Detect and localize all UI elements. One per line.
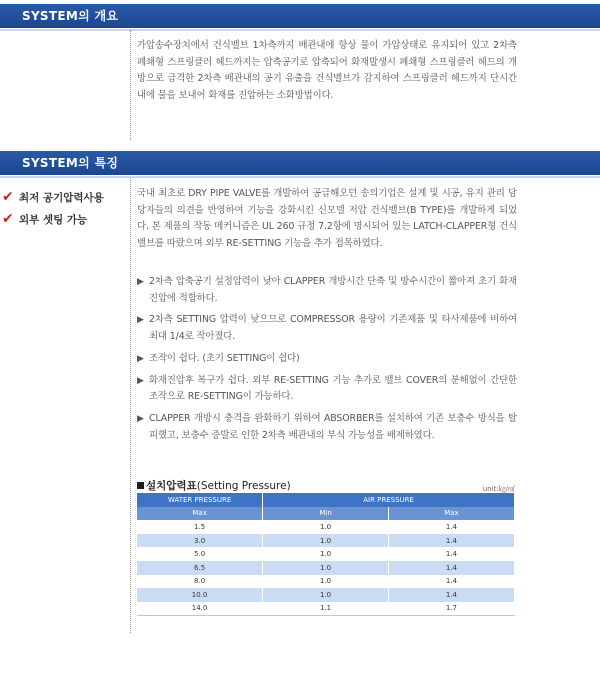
dotted-divider xyxy=(130,178,131,633)
overview-paragraph: 가압송수장치에서 건식밸브 1차측까지 배관내에 항상 물이 가압상태로 유지되어 있고 2차측 폐쇄형 스프링클러 헤드까지는 압축공기로 압축되어 화재발생시 폐쇄형 스프링클러 헤드의 개방으로 급격한 2차측 배관내의 공기 유출을 건식밸브가 감지하여 스프링클러 헤드까지 단시간 내에 물을 보내어 화재를 진압하는 소화방법이다. xyxy=(137,40,517,102)
feature-bullet-list xyxy=(137,274,517,449)
water-max-cell: 14.0 xyxy=(137,602,263,616)
water-max-cell: 8.0 xyxy=(137,575,263,589)
air-max-cell: 1.4 xyxy=(388,520,514,534)
water-max-cell: 1.5 xyxy=(137,520,263,534)
air-min-cell: 1.0 xyxy=(263,588,389,602)
triangle-bullet-icon: ▶ xyxy=(137,413,144,424)
triangle-bullet-icon: ▶ xyxy=(137,315,144,326)
water-max-cell: 5.0 xyxy=(137,547,263,561)
water-max-cell: 10.0 xyxy=(137,588,263,602)
feature-checklist xyxy=(2,186,104,230)
checkmark-icon: ✔ xyxy=(2,211,14,227)
triangle-bullet-icon: ▶ xyxy=(137,353,144,364)
air-max-cell: 1.4 xyxy=(388,588,514,602)
check-item xyxy=(2,186,104,208)
table-row xyxy=(137,561,515,575)
check-label: 외부 셋팅 가능 xyxy=(19,213,88,226)
dotted-divider xyxy=(130,30,131,140)
bullet-text: 조작이 쉽다. (초기 SETTING이 쉽다) xyxy=(149,352,300,364)
header-water-pressure: WATER PRESSURE xyxy=(137,493,263,507)
air-min-cell: 1.0 xyxy=(263,575,389,589)
triangle-bullet-icon: ▶ xyxy=(137,277,144,287)
header-air-max: Max xyxy=(388,507,514,521)
air-max-cell: 1.4 xyxy=(388,534,514,548)
air-max-cell: 1.4 xyxy=(388,561,514,575)
table-row xyxy=(137,534,515,548)
list-item xyxy=(137,351,517,368)
triangle-bullet-icon: ▶ xyxy=(137,375,144,386)
water-max-cell: 3.0 xyxy=(137,534,263,548)
air-min-cell: 1.1 xyxy=(263,602,389,616)
table-row xyxy=(137,520,515,534)
header-water-max: Max xyxy=(137,507,263,521)
bullet-text: CLAPPER 개방시 충격을 완화하기 위하여 ABSORBER를 설치하여 기존 보충수 방식을 탈피했고, 보충수 증발로 인한 2차측 배관내의 부식 가능성을 배제하였다. xyxy=(149,412,517,441)
air-max-cell: 1.4 xyxy=(388,575,514,589)
table-row xyxy=(137,575,515,589)
air-min-cell: 1.0 xyxy=(263,561,389,575)
water-max-cell: 6.5 xyxy=(137,561,263,575)
table-row xyxy=(137,602,515,616)
air-max-cell: 1.4 xyxy=(388,547,514,561)
check-item xyxy=(2,208,104,230)
air-min-cell: 1.0 xyxy=(263,534,389,548)
table-row xyxy=(137,588,515,602)
setting-pressure-table xyxy=(137,493,515,616)
table-title xyxy=(137,478,291,493)
section-header-overview: SYSTEM의 개요 xyxy=(0,4,600,28)
table-row xyxy=(137,547,515,561)
header-air-min: Min xyxy=(263,507,389,521)
air-min-cell: 1.0 xyxy=(263,547,389,561)
square-bullet-icon xyxy=(137,482,144,489)
air-max-cell: 1.7 xyxy=(388,602,514,616)
bullet-text: 2차측 SETTING 압력이 낮으므로 COMPRESSOR 용량이 기존제품 및 타사제품에 비하여 최대 1/4로 작아졌다. xyxy=(149,314,517,343)
list-item xyxy=(137,411,517,444)
header-air-pressure: AIR PRESSURE xyxy=(263,493,515,507)
bullet-text: 2차측 압축공기 설정압력이 낮아 CLAPPER 개방시간 단축 및 방수시간이 짧아져 초기 화재진압에 적합하다. xyxy=(149,276,517,304)
checkmark-icon: ✔ xyxy=(2,189,14,205)
table-title-korean: 설치압력표 xyxy=(146,480,197,492)
air-min-cell: 1.0 xyxy=(263,520,389,534)
list-item xyxy=(137,274,517,307)
list-item xyxy=(137,312,517,345)
check-label: 최저 공기압력사용 xyxy=(19,191,104,204)
list-item xyxy=(137,373,517,406)
table-unit: unit:㎏/㎠ xyxy=(482,485,515,493)
table-title-english: (Setting Pressure) xyxy=(196,479,291,492)
features-paragraph: 국내 최초로 DRY PIPE VALVE를 개발하여 공급해오던 송의기업은 설계 및 시공, 유지 관리 담당자들의 의견을 반영하여 기능을 강화시킨 신모델 저압 건식밸브(B TYPE)를 개발하게 되었다. 본 제품의 작동 메커니즘은 UL 260 규정 7.2항에 명시되어 있는 LATCH-CLAPPER형 건식밸브를 따랐으며 외부 RE-SETTING 기능을 추가 접목하였다. xyxy=(137,188,517,250)
section-header-features: SYSTEM의 특징 xyxy=(0,151,600,175)
bullet-text: 화재진압후 복구가 쉽다. 외부 RE-SETTING 기능 추가로 밸브 COVER의 분해없이 간단한 조작으로 RE-SETTING이 가능하다. xyxy=(149,374,517,403)
